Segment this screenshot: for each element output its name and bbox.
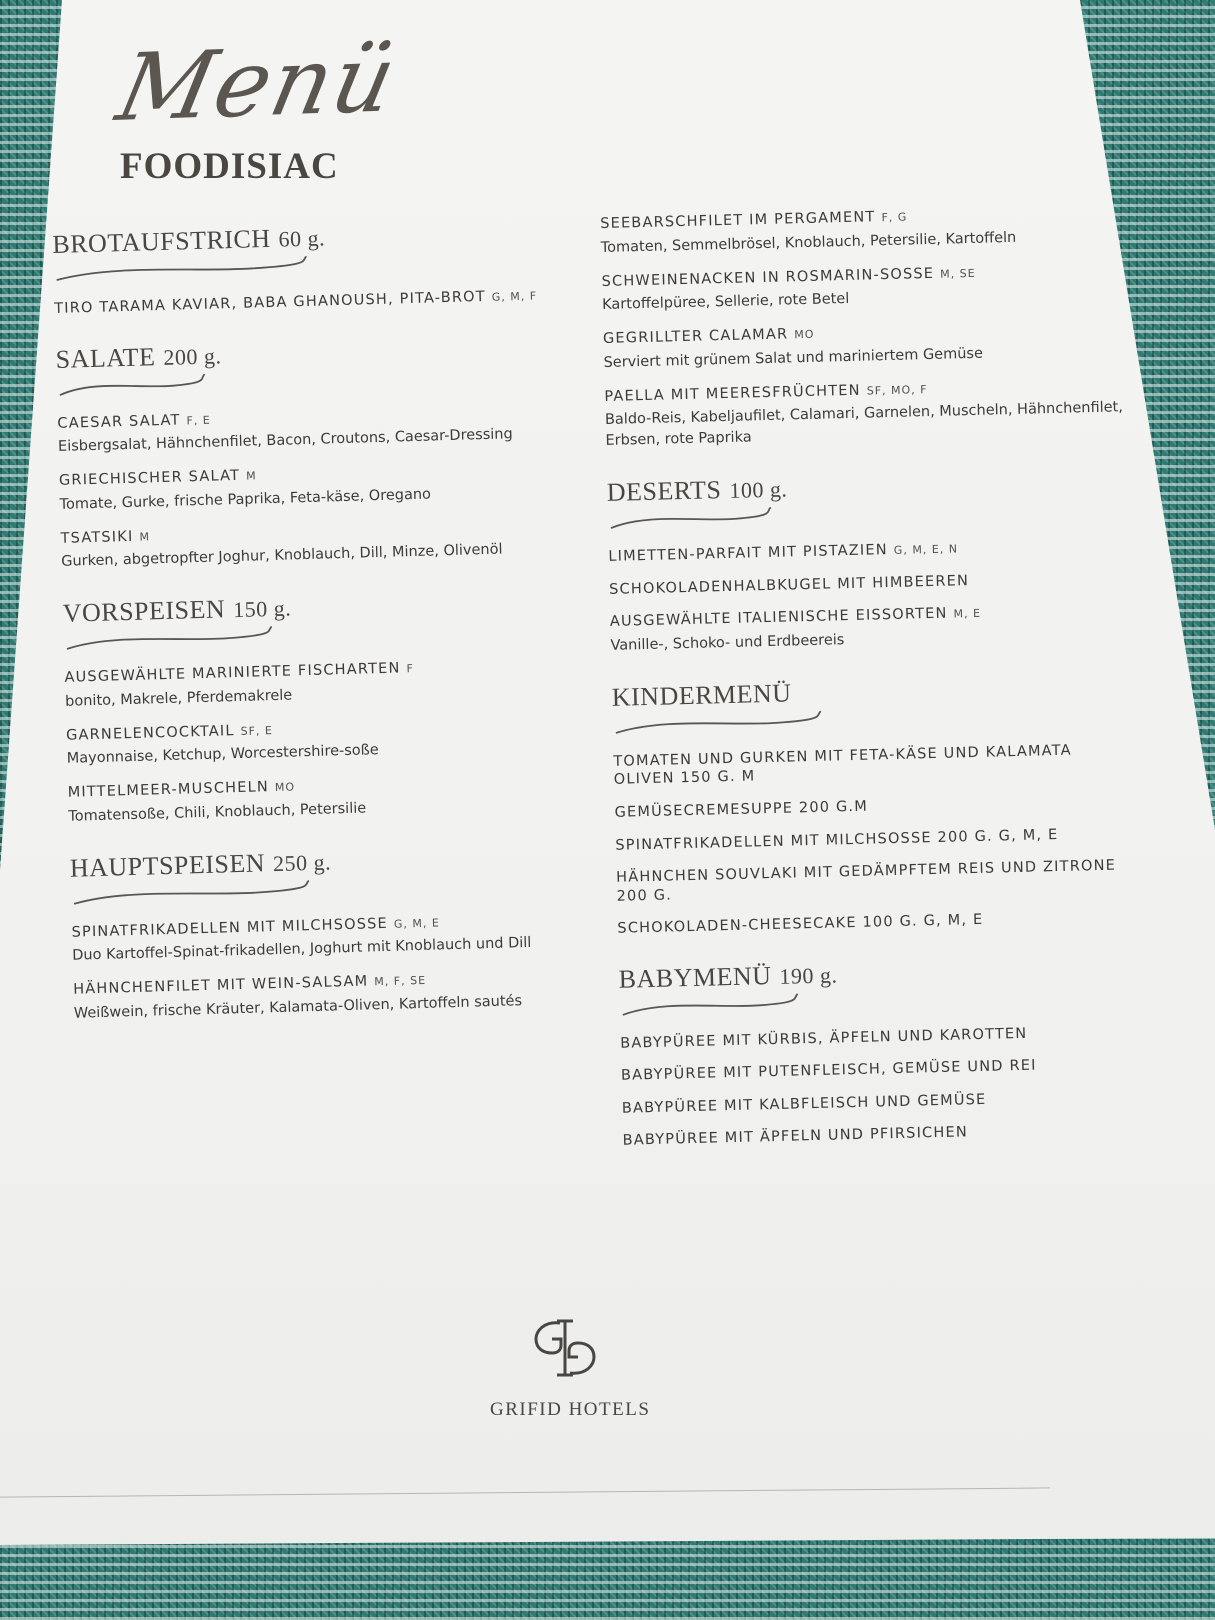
menu-item-name <box>615 824 1135 855</box>
section-portion-weight: 250 g. <box>272 849 332 876</box>
menu-item <box>609 568 1129 599</box>
menu-item-allergens: SF, MO, F <box>866 382 928 398</box>
section-title-text: HAUPTSPEISEN <box>69 848 266 883</box>
section-portion-weight: 150 g. <box>232 595 292 623</box>
menu-item-description: Weißwein, frische Kräuter, Kalamata-Oliven, Kartoffeln sautés <box>73 993 523 1022</box>
menu-section <box>62 585 588 828</box>
menu-item-description: Mayonnaise, Ketchup, Worcestershire-soße <box>66 742 379 768</box>
menu-item <box>601 260 1122 316</box>
menu-item-name-text: GRIECHISCHER SALAT <box>58 467 241 490</box>
section-title-text: BABYMENÜ <box>618 960 772 994</box>
menu-item-name-text: BABYPÜREE MIT KÜRBIS, ÄPFELN UND KAROTTEN <box>620 1025 1028 1052</box>
hotel-name: GRIFID HOTELS <box>490 1399 651 1420</box>
menu-item-allergens: M <box>245 469 257 483</box>
menu-item <box>614 791 1134 822</box>
section-portion-weight: 100 g. <box>729 476 788 504</box>
menu-item-name <box>617 907 1137 938</box>
menu-item-description: Serviert mit grünem Salat und mariniertem Gemüse <box>603 345 984 371</box>
menu-item-allergens: MO <box>794 327 815 342</box>
section-title-text: VORSPEISEN <box>62 594 226 629</box>
menu-item-name-text: AUSGEWÄHLTE ITALIENISCHE EISSORTEN <box>609 605 948 631</box>
menu-item-description: bonito, Makrele, Pferdemakrele <box>64 687 293 710</box>
menu-script-title: Menü <box>108 24 407 143</box>
menu-item-name-text: TIRO TARAMA KAVIAR, BABA GHANOUSH, PITA-BROT <box>53 288 487 317</box>
menu-item-description: Duo Kartoffel-Spinat-frikadellen, Joghurt mit Knoblauch und Dill <box>72 935 532 965</box>
menu-item-name-text: SPINATFRIKADELLEN MIT MILCHSOSSE 200 G. G, M, E <box>615 826 1059 854</box>
menu-item <box>67 770 588 828</box>
menu-item-name-text: AUSGEWÄHLTE MARINIERTE FISCHARTEN <box>64 660 401 687</box>
menu-item-allergens: MO <box>274 780 296 795</box>
menu-item <box>621 1054 1141 1085</box>
section-title-text: DESERTS <box>606 475 722 508</box>
menu-item-name <box>609 568 1129 599</box>
menu-item-description: Tomate, Gurke, frische Paprika, Feta-käse, Oregano <box>59 486 432 513</box>
menu-item-name-text: TOMATEN UND GURKEN MIT FETA-KÄSE UND KALAMATA OLIVEN 150 G. M <box>613 742 1072 789</box>
menu-item-name-text: GARNELENCOCKTAIL <box>65 722 235 744</box>
section-title-text: KINDERMENÜ <box>611 678 792 712</box>
menu-item-allergens: G, M, F <box>491 289 538 304</box>
section-title <box>62 585 583 630</box>
section-title-text: BROTAUFSTRICH <box>52 223 271 259</box>
menu-item <box>59 457 580 515</box>
restaurant-name: FOODISIAC <box>120 146 339 187</box>
section-title-text: SALATE <box>55 341 156 374</box>
menu-item <box>60 515 581 573</box>
menu-item-name <box>622 1087 1142 1118</box>
menu-item-name-text: HÄHNCHENFILET MIT WEIN-SALSAM <box>73 973 369 999</box>
hotel-monogram-icon <box>530 1315 600 1381</box>
section-title <box>606 465 1127 508</box>
menu-item-allergens: F <box>406 662 415 676</box>
menu-section <box>606 465 1130 656</box>
menu-item-allergens: SF, E <box>240 723 274 738</box>
menu-item-name-text: GEMÜSECREMESUPPE 200 G.M <box>614 798 869 821</box>
menu-item-allergens: F, G <box>881 210 908 225</box>
section-title <box>611 670 1132 713</box>
menu-item <box>616 856 1137 906</box>
menu-section <box>611 670 1137 938</box>
menu-item <box>66 712 587 770</box>
menu-section <box>600 202 1126 452</box>
menu-item <box>622 1087 1142 1118</box>
menu-item-allergens: M, F, SE <box>374 974 427 989</box>
menu-item-name-text: BABYPÜREE MIT ÄPFELN UND PFIRSICHEN <box>622 1124 969 1150</box>
menu-item <box>603 317 1124 373</box>
section-portion-weight: 190 g. <box>779 962 838 989</box>
menu-item-description: Kartoffelpüree, Sellerie, rote Betel <box>602 291 850 314</box>
menu-item <box>617 907 1137 938</box>
menu-section <box>52 215 574 318</box>
menu-item-name <box>614 791 1134 822</box>
menu-item-description: Baldo-Reis, Kabeljaufilet, Calamari, Garnelen, Muscheln, Hähnchenfilet, Erbsen, rote Paprika <box>604 399 1124 450</box>
menu-item-description: Tomatensoße, Chili, Knoblauch, Petersilie <box>68 800 367 825</box>
menu-left-column <box>52 215 595 1050</box>
menu-item-name-text: SCHOKOLADENHALBKUGEL MIT HIMBEEREN <box>608 572 970 598</box>
menu-item <box>622 1119 1142 1150</box>
menu-item-description: Vanille-, Schoko- und Erdbeereis <box>610 632 845 654</box>
menu-item-allergens: G, M, E <box>393 916 441 931</box>
menu-section <box>618 952 1142 1151</box>
menu-item-name-text: GEGRILLTER CALAMAR <box>602 326 789 348</box>
menu-item-name-text: SPINATFRIKADELLEN MIT MILCHSOSSE <box>71 915 389 941</box>
section-portion-weight: 60 g. <box>278 225 326 252</box>
menu-item-name-text: BABYPÜREE MIT PUTENFLEISCH, GEMÜSE UND REI <box>620 1057 1037 1085</box>
section-portion-weight: 200 g. <box>163 342 222 370</box>
section-title <box>618 952 1139 995</box>
menu-item-name-text: SEEBARSCHFILET IM PERGAMENT <box>600 209 876 232</box>
menu-item-allergens: M, E <box>953 607 982 621</box>
menu-item-name-text: SCHWEINENACKEN IN ROSMARIN-SOSSE <box>601 265 935 290</box>
menu-item-allergens: M <box>139 530 151 544</box>
menu-item <box>615 824 1135 855</box>
menu-item-allergens: F, E <box>186 413 211 427</box>
menu-right-column <box>600 202 1143 1176</box>
menu-item-description: Tomaten, Semmelbrösel, Knoblauch, Petersilie, Kartoffeln <box>600 229 1017 256</box>
menu-item <box>604 375 1125 452</box>
menu-item-name-text: LIMETTEN-PARFAIT MIT PISTAZIEN <box>608 542 889 566</box>
menu-section <box>55 330 581 573</box>
section-title <box>69 839 590 884</box>
menu-item-allergens: M, SE <box>940 266 976 281</box>
menu-item-name-text: CAESAR SALAT <box>57 412 181 432</box>
menu-item-name-text: TSATSIKI <box>60 528 134 547</box>
menu-item-name <box>621 1054 1141 1085</box>
menu-item-name-text: PAELLA MIT MEERESFRÜCHTEN <box>604 382 861 405</box>
menu-item-name-text: MITTELMEER-MUSCHELN <box>67 779 270 802</box>
menu-item-description: Eisbergsalat, Hähnchenfilet, Bacon, Croutons, Caesar-Dressing <box>57 426 513 456</box>
menu-section <box>69 839 594 1025</box>
menu-item-name-text: HÄHNCHEN SOUVLAKI MIT GEDÄMPFTEM REIS UND ZITRONE 200 G. <box>616 857 1117 905</box>
hotel-logo <box>490 1315 651 1421</box>
menu-item-name-text: SCHOKOLADEN-CHEESECAKE 100 G. G, M, E <box>617 912 984 937</box>
menu-item <box>73 967 594 1025</box>
menu-item-name <box>616 856 1137 906</box>
section-title <box>55 330 576 375</box>
menu-item-name <box>622 1119 1142 1150</box>
menu-item <box>610 601 1131 657</box>
menu-item-allergens: G, M, E, N <box>893 542 959 558</box>
menu-item-name-text: BABYPÜREE MIT KALBFLEISCH UND GEMÜSE <box>621 1091 987 1117</box>
menu-item-description: Gurken, abgetropfter Joghur, Knoblauch, Dill, Minze, Olivenöl <box>61 541 503 571</box>
